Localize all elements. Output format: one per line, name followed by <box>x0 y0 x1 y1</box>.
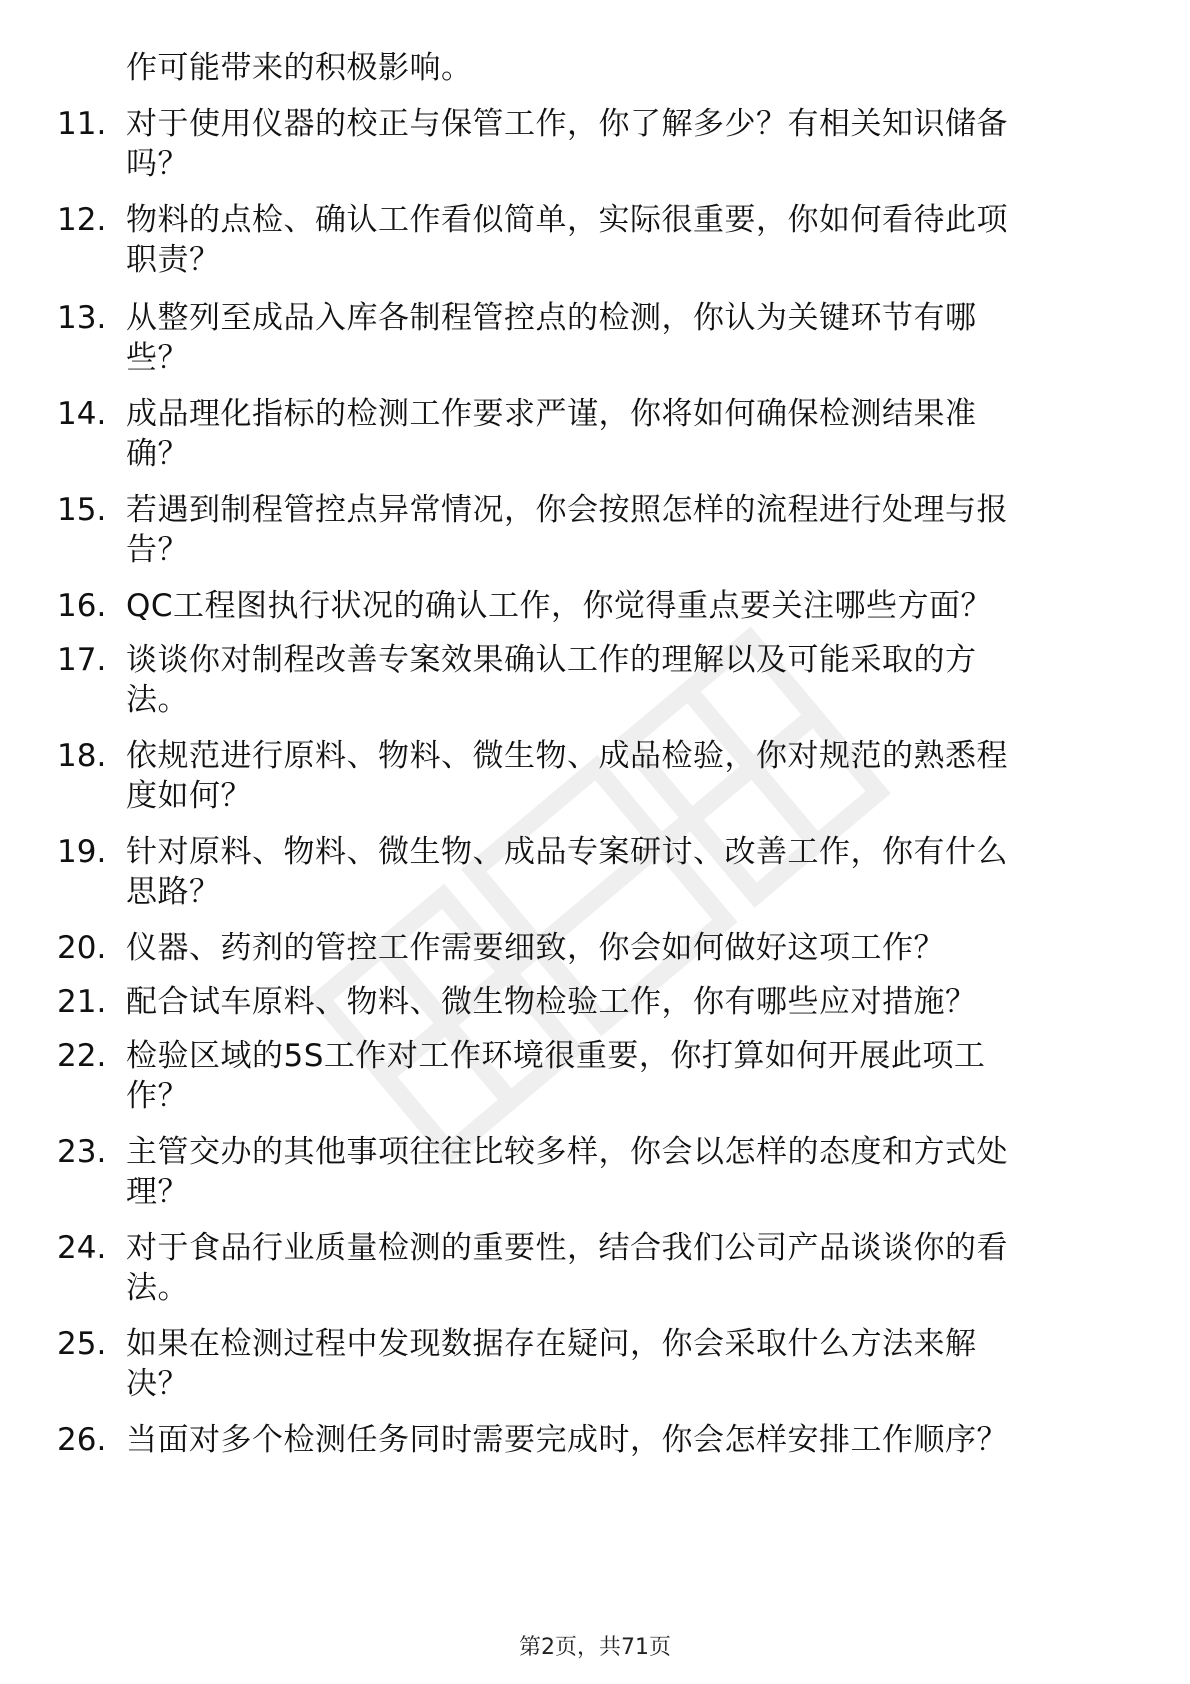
question-text-line: 谈谈你对制程改善专案效果确认工作的理解以及可能采取的方 <box>126 642 977 678</box>
question-text-line: 决？ <box>126 1366 189 1402</box>
question-text-line: 度如何？ <box>126 778 252 814</box>
question-number: 11. <box>57 106 107 142</box>
continuation-text: 作可能带来的积极影响。 <box>126 50 473 86</box>
question-text-line: 作？ <box>126 1078 189 1114</box>
question-text-line: 些？ <box>126 340 189 376</box>
question-number: 15. <box>57 492 107 528</box>
question-text-line: 确？ <box>126 436 189 472</box>
question-text-line: 检验区域的5S工作对工作环境很重要，你打算如何开展此项工 <box>126 1038 986 1074</box>
question-text-line: 主管交办的其他事项往往比较多样，你会以怎样的态度和方式处 <box>126 1134 1008 1170</box>
question-text-line: 对于使用仪器的校正与保管工作，你了解多少？有相关知识储备 <box>126 106 1008 142</box>
question-text-line: 从整列至成品入库各制程管控点的检测，你认为关键环节有哪 <box>126 300 977 336</box>
question-number: 12. <box>57 202 107 238</box>
question-text-line: 物料的点检、确认工作看似简单，实际很重要，你如何看待此项 <box>126 202 1008 238</box>
question-number: 17. <box>57 642 107 678</box>
question-text-line: 法。 <box>126 1270 189 1306</box>
question-text-line: 理？ <box>126 1174 189 1210</box>
question-number: 22. <box>57 1038 107 1074</box>
question-text-line: 当面对多个检测任务同时需要完成时，你会怎样安排工作顺序？ <box>126 1422 1008 1458</box>
question-text-line: 成品理化指标的检测工作要求严谨，你将如何确保检测结果准 <box>126 396 977 432</box>
question-number: 23. <box>57 1134 107 1170</box>
question-text-line: 若遇到制程管控点异常情况，你会按照怎样的流程进行处理与报 <box>126 492 1008 528</box>
question-text-line: 吗？ <box>126 146 189 182</box>
question-number: 16. <box>57 588 107 624</box>
question-number: 21. <box>57 984 107 1020</box>
question-text-line: 依规范进行原料、物料、微生物、成品检验，你对规范的熟悉程 <box>126 738 1008 774</box>
question-text-line: QC工程图执行状况的确认工作，你觉得重点要关注哪些方面？ <box>126 588 993 624</box>
question-text-line: 仪器、药剂的管控工作需要细致，你会如何做好这项工作？ <box>126 930 945 966</box>
question-number: 19. <box>57 834 107 870</box>
question-text-line: 法。 <box>126 682 189 718</box>
question-text-line: 思路？ <box>126 874 221 910</box>
question-text-line: 配合试车原料、物料、微生物检验工作，你有哪些应对措施？ <box>126 984 977 1020</box>
question-number: 20. <box>57 930 107 966</box>
question-number: 24. <box>57 1230 107 1266</box>
question-number: 14. <box>57 396 107 432</box>
question-text-line: 对于食品行业质量检测的重要性，结合我们公司产品谈谈你的看 <box>126 1230 1008 1266</box>
question-text-line: 针对原料、物料、微生物、成品专案研讨、改善工作，你有什么 <box>126 834 1008 870</box>
question-text-line: 如果在检测过程中发现数据存在疑问，你会采取什么方法来解 <box>126 1326 977 1362</box>
question-number: 13. <box>57 300 107 336</box>
question-text-line: 告？ <box>126 532 189 568</box>
question-number: 25. <box>57 1326 107 1362</box>
question-text-line: 职责？ <box>126 242 221 278</box>
page-footer: 第2页，共71页 <box>519 1635 671 1660</box>
question-number: 18. <box>57 738 107 774</box>
question-number: 26. <box>57 1422 107 1458</box>
